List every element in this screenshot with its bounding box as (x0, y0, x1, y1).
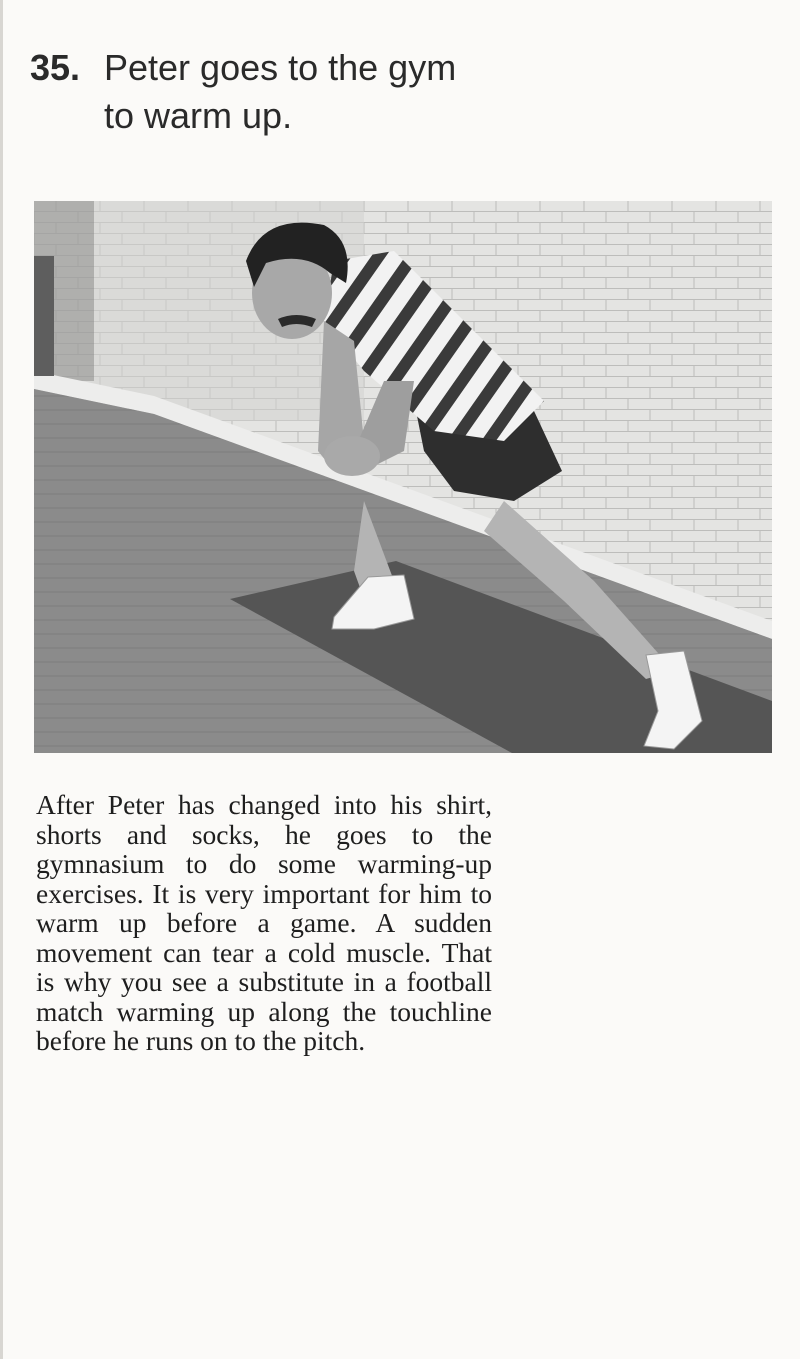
page-title (104, 44, 524, 140)
page-title-line-2: to warm up. (104, 95, 293, 136)
page-heading (30, 44, 524, 140)
photo-illustration (34, 201, 772, 753)
stretching-photo (34, 201, 772, 753)
page-edge (0, 0, 3, 1359)
page-title-line-1: Peter goes to the gym (104, 47, 457, 88)
body-paragraph: After Peter has changed into his shirt, shorts and socks, he goes to the gymnasium to do some warming-up exercises. It is very important for him to warm up before a game. A sudden movement can tear a cold muscle. That is why you see a substitute in a football match warming up along the touchline before he runs on to the pitch. (36, 789, 492, 1056)
section-number: 35. (30, 47, 81, 88)
